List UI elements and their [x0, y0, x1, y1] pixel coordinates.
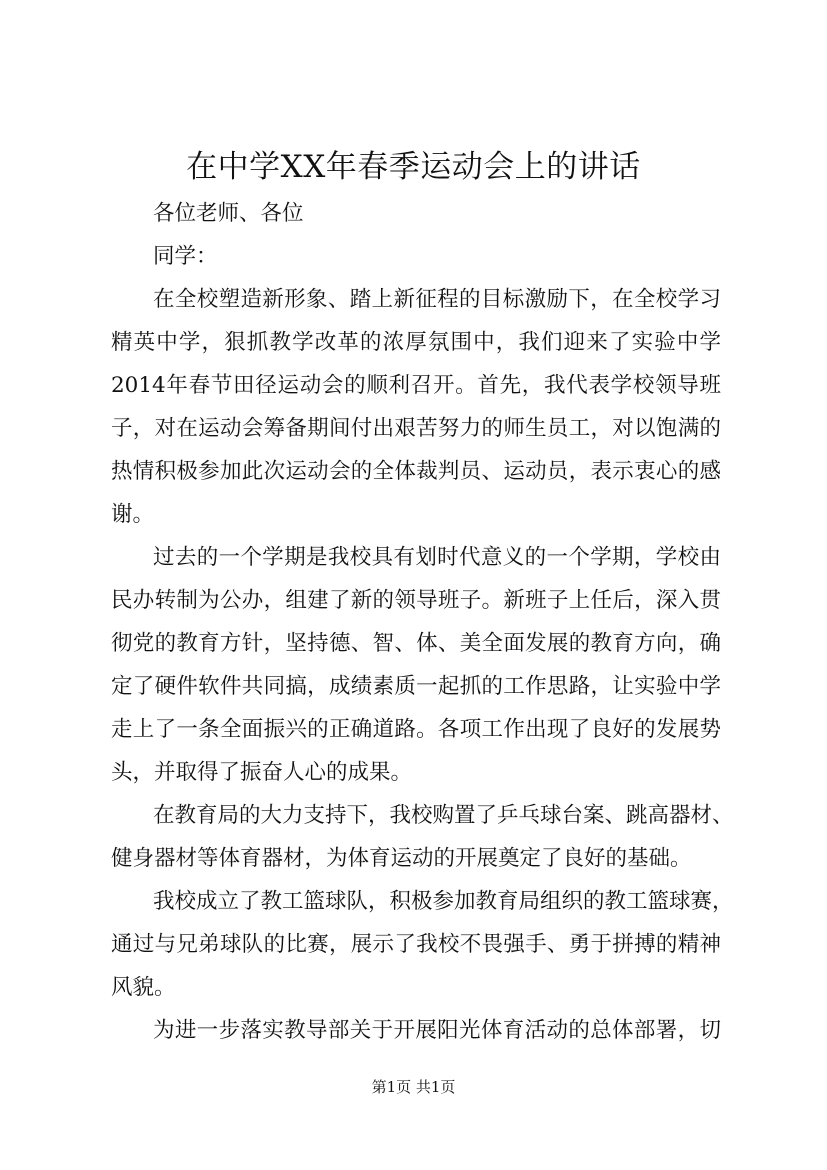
paragraph-line: 头，并取得了振奋人心的成果。	[111, 760, 413, 785]
paragraph-line: 风貌。	[111, 975, 176, 1000]
paragraph-line: 我校成立了教工篮球队，积极参加教育局组织的教工篮球赛，	[153, 889, 734, 914]
paragraph-line: 在教育局的大力支持下，我校购置了乒乓球台案、跳高器材、	[153, 803, 734, 828]
document-title: 在中学XX年春季运动会上的讲话	[186, 149, 641, 185]
paragraph-line: 民办转制为公办，组建了新的领导班子。新班子上任后，深入贯	[111, 588, 721, 613]
salutation-line: 各位老师、各位	[153, 201, 304, 226]
paragraph-line: 健身器材等体育器材，为体育运动的开展奠定了良好的基础。	[111, 846, 692, 871]
paragraph-line: 通过与兄弟球队的比赛，展示了我校不畏强手、勇于拼搏的精神	[111, 932, 721, 957]
paragraph-line: 走上了一条全面振兴的正确道路。各项工作出现了良好的发展势	[111, 717, 721, 742]
paragraph-line: 子，对在运动会筹备期间付出艰苦努力的师生员工，对以饱满的	[111, 416, 721, 441]
paragraph-line: 2014年春节田径运动会的顺利召开。首先，我代表学校领导班	[111, 373, 721, 398]
paragraph-line: 谢。	[111, 502, 155, 527]
paragraph-line: 定了硬件软件共同搞，成绩素质一起抓的工作思路，让实验中学	[111, 674, 721, 699]
salutation-line: 同学：	[153, 244, 218, 269]
paragraph-line: 过去的一个学期是我校具有划时代意义的一个学期，学校由	[153, 545, 721, 570]
paragraph-line: 为进一步落实教导部关于开展阳光体育活动的总体部署，切	[153, 1018, 721, 1043]
paragraph-line: 精英中学，狠抓教学改革的浓厚氛围中，我们迎来了实验中学	[111, 330, 721, 355]
paragraph-line: 在全校塑造新形象、踏上新征程的目标激励下，在全校学习	[153, 287, 721, 312]
page-number-footer: 第1页 共1页	[371, 1078, 456, 1096]
paragraph-line: 热情积极参加此次运动会的全体裁判员、运动员，表示衷心的感	[111, 459, 721, 484]
paragraph-line: 彻党的教育方针，坚持德、智、体、美全面发展的教育方向，确	[111, 631, 721, 656]
